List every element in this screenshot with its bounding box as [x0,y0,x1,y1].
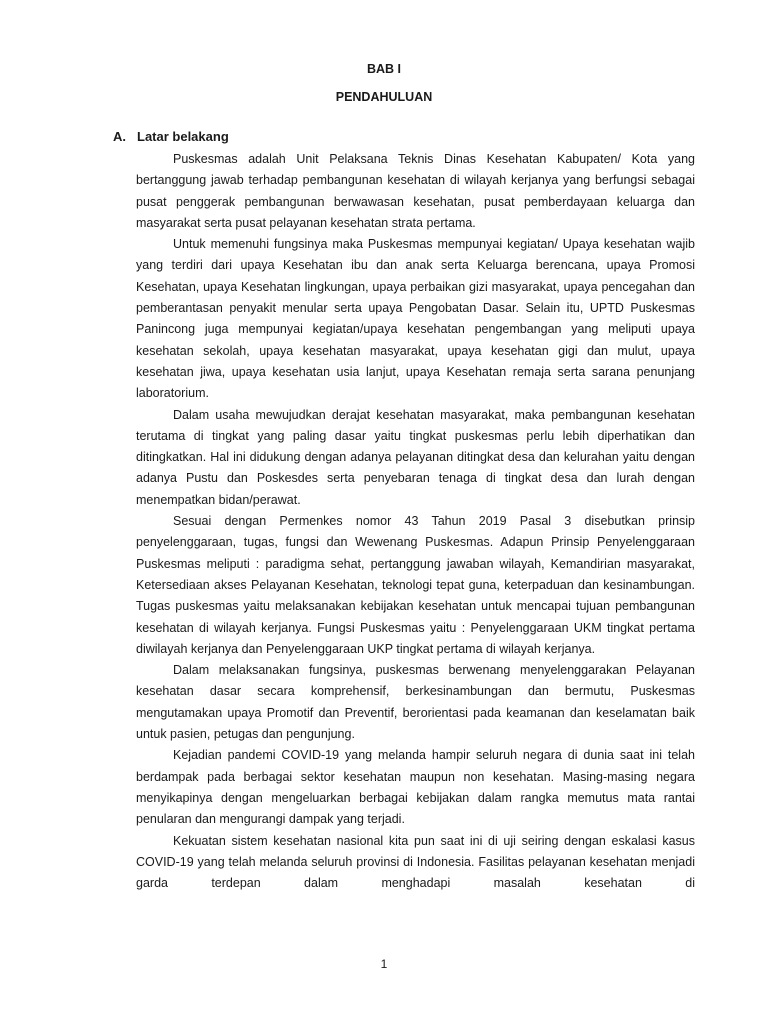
section-title: Latar belakang [137,129,229,144]
page-number: 1 [380,957,388,971]
paragraph: Kekuatan sistem kesehatan nasional kita pun saat ini di uji seiring dengan eskalasi kasus COVID-19 yang telah melanda seluruh provinsi di Indonesia. Fasilitas pelayanan kesehatan menjadi garda terdepan dalam menghadapi masalah kesehatan di [136,833,695,891]
paragraph: Dalam usaha mewujudkan derajat kesehatan masyarakat, maka pembangunan kesehatan terutama di tingkat yang paling dasar yaitu tingkat puskesmas perlu lebih diperhatikan dan ditingkatkan. Hal ini didukung dengan adanya pelayanan ditingkat desa dan kelurahan yaitu dengan adanya Pustu dan Poskesdes serta penyebaran tenaga di tingkat desa dan lurah dengan menempatkan bidan/perawat. [136,407,695,507]
paragraph: Puskesmas adalah Unit Pelaksana Teknis Dinas Kesehatan Kabupaten/ Kota yang bertanggung jawab terhadap pembangunan kesehatan di wilayah kerjanya yang berfungsi sebagai pusat penggerak pembangunan berwawasan kesehatan, pusat pemberdayaan keluarga dan masyarakat serta pusat pelayanan kesehatan strata pertama. [136,152,695,230]
paragraph: Sesuai dengan Permenkes nomor 43 Tahun 2019 Pasal 3 disebutkan prinsip penyelenggaraan, tugas, fungsi dan Wewenang Puskesmas. Adapun Prinsip Penyelenggaraan Puskesmas meliputi : paradigma sehat, pertanggung jawaban wilayah, Kemandirian masyarakat, Ketersediaan akses Pelayanan Kesehatan, teknologi tepat guna, keterpaduan dan kesinambungan. Tugas puskesmas yaitu melaksanakan kebijakan kesehatan untuk mencapai tujuan pembangunan kesehatan di wilayah kerjanya. Fungsi Puskesmas yaitu : Penyelenggaraan UKM tingkat pertama diwilayah kerjanya dan Penyelenggaraan UKP tingkat pertama di wilayah kerjanya. [136,514,695,656]
section-heading [113,129,229,144]
chapter-heading: BAB I [366,62,402,76]
paragraph: Kejadian pandemi COVID-19 yang melanda hampir seluruh negara di dunia saat ini telah berdampak pada berbagai sektor kesehatan maupun non kesehatan. Masing-masing negara menyikapinya dengan mengeluarkan berbagai kebijakan dalam rangka memutus mata rantai penularan dan mengurangi dampak yang terjadi. [136,748,695,827]
section-number: A. [113,129,126,144]
paragraph: Dalam melaksanakan fungsinya, puskesmas berwenang menyelenggarakan Pelayanan kesehatan dasar secara komprehensif, berkesinambungan dan bermutu, Puskesmas mengutamakan upaya Promotif dan Preventif, berorientasi pada keamanan dan keselamatan baik untuk pasien, petugas dan pengunjung. [136,663,695,742]
paragraph: Untuk memenuhi fungsinya maka Puskesmas mempunyai kegiatan/ Upaya kesehatan wajib yang terdiri dari upaya Kesehatan ibu dan anak serta Keluarga berencana, upaya Promosi Kesehatan, upaya Kesehatan lingkungan, upaya perbaikan gizi masyarakat, upaya pencegahan dan pemberantasan penyakit menular serta upaya Pengobatan Dasar. Selain itu, UPTD Puskesmas Panincong juga mempunyai kegiatan/upaya kesehatan pengembangan yang meliputi upaya kesehatan sekolah, upaya kesehatan masyarakat, upaya kesehatan gigi dan mulut, upaya kesehatan jiwa, upaya kesehatan usia lanjut, upaya Kesehatan remaja serta sarana penunjang laboratorium. [136,237,695,401]
body-text [136,149,695,894]
chapter-title: PENDAHULUAN [335,90,433,104]
